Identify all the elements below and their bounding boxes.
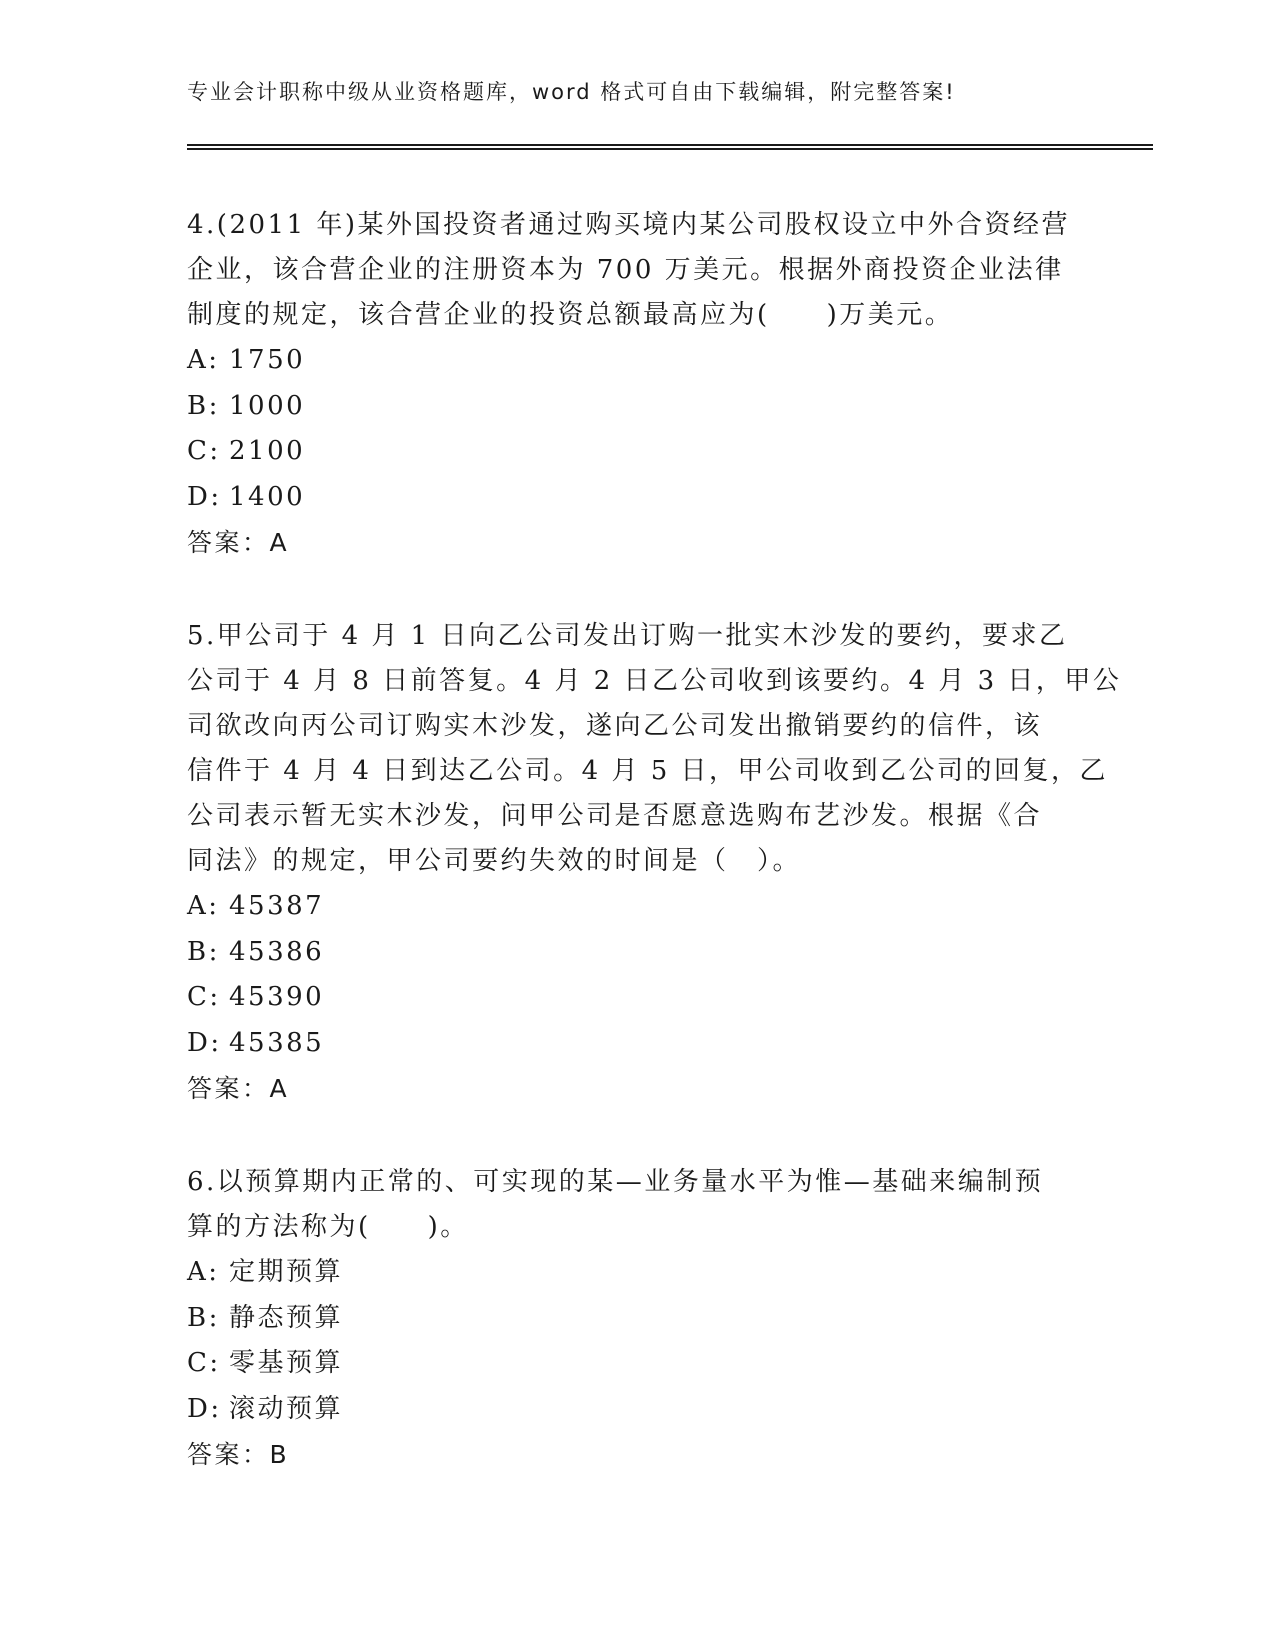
option-d bbox=[187, 1387, 1087, 1433]
stem-line: 4.(2011 年)某外国投资者通过购买境内某公司股权设立中外合资经营 bbox=[187, 210, 1071, 240]
option-text: 1000 bbox=[229, 390, 306, 421]
option-text: 1400 bbox=[229, 481, 306, 512]
option-letter: C: bbox=[187, 436, 221, 466]
option-text: 45386 bbox=[229, 936, 325, 967]
stem-line: 信件于 4 月 4 日到达乙公司。4 月 5 日，甲公司收到乙公司的回复，乙 bbox=[187, 756, 1109, 786]
option-letter: B: bbox=[187, 1302, 220, 1333]
option-letter: D: bbox=[187, 1393, 222, 1424]
stem-line: 公司表示暂无实木沙发，问甲公司是否愿意选购布艺沙发。根据《合 bbox=[187, 801, 1043, 831]
option-b bbox=[187, 1296, 1087, 1342]
stem-line: 算的方法称为( )。 bbox=[187, 1212, 469, 1242]
option-letter: B: bbox=[187, 390, 220, 421]
question-list bbox=[187, 203, 1122, 1526]
option-c bbox=[187, 975, 1087, 1021]
option-a bbox=[187, 1250, 1087, 1296]
option-d bbox=[187, 475, 1087, 521]
option-letter: A: bbox=[187, 1257, 220, 1287]
option-text: 定期预算 bbox=[229, 1257, 344, 1287]
answer-line: 答案：B bbox=[187, 1440, 290, 1469]
answer-line: 答案：A bbox=[187, 1074, 290, 1103]
option-letter: A: bbox=[187, 891, 220, 921]
option-letter: C: bbox=[187, 1348, 221, 1378]
question-stem bbox=[187, 203, 1087, 338]
option-letter: C: bbox=[187, 982, 221, 1012]
stem-line: 制度的规定，该合营企业的投资总额最高应为( )万美元。 bbox=[187, 300, 954, 330]
option-c bbox=[187, 429, 1087, 475]
option-letter: D: bbox=[187, 481, 222, 512]
option-c bbox=[187, 1341, 1087, 1387]
question-5 bbox=[187, 614, 1122, 1112]
option-letter: A: bbox=[187, 345, 220, 375]
option-text: 零基预算 bbox=[229, 1348, 344, 1378]
header-rule bbox=[187, 144, 1153, 150]
stem-line: 司欲改向丙公司订购实木沙发，遂向乙公司发出撤销要约的信件，该 bbox=[187, 711, 1043, 741]
stem-line: 同法》的规定，甲公司要约失效的时间是（ ）。 bbox=[187, 846, 802, 876]
stem-line: 企业，该合营企业的注册资本为 700 万美元。根据外商投资企业法律 bbox=[187, 255, 1064, 285]
page-header: 专业会计职称中级从业资格题库，word 格式可自由下载编辑，附完整答案! bbox=[187, 80, 956, 104]
question-stem bbox=[187, 1160, 1087, 1250]
option-text: 滚动预算 bbox=[229, 1393, 344, 1424]
option-text: 静态预算 bbox=[229, 1302, 344, 1333]
option-text: 2100 bbox=[229, 436, 306, 466]
stem-line: 5.甲公司于 4 月 1 日向乙公司发出订购一批实木沙发的要约，要求乙 bbox=[187, 621, 1068, 651]
option-text: 45385 bbox=[229, 1027, 325, 1058]
option-letter: B: bbox=[187, 936, 220, 967]
question-6 bbox=[187, 1160, 1087, 1478]
option-a bbox=[187, 338, 1087, 384]
answer-line: 答案：A bbox=[187, 528, 290, 557]
question-stem bbox=[187, 614, 1122, 884]
option-text: 1750 bbox=[229, 345, 306, 375]
option-b bbox=[187, 930, 1087, 976]
option-text: 45390 bbox=[229, 982, 325, 1012]
question-4 bbox=[187, 203, 1087, 566]
option-d bbox=[187, 1021, 1087, 1067]
option-text: 45387 bbox=[229, 891, 325, 921]
stem-line: 公司于 4 月 8 日前答复。4 月 2 日乙公司收到该要约。4 月 3 日，甲公 bbox=[187, 666, 1122, 696]
option-letter: D: bbox=[187, 1027, 222, 1058]
stem-line: 6.以预算期内正常的、可实现的某—业务量水平为惟—基础来编制预 bbox=[187, 1167, 1044, 1197]
option-b bbox=[187, 384, 1087, 430]
option-a bbox=[187, 884, 1087, 930]
